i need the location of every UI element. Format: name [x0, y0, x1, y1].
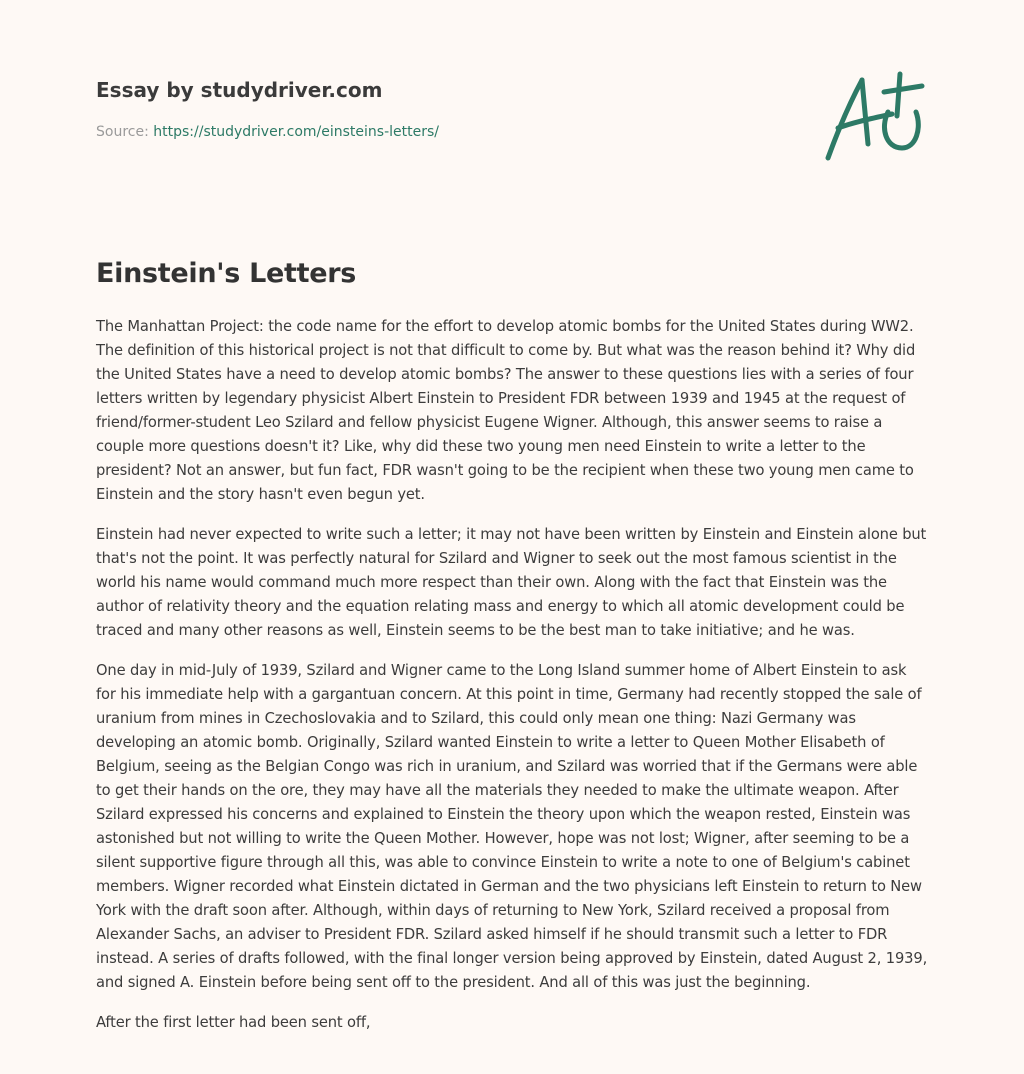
essay-paragraph: One day in mid-July of 1939, Szilard and Wigner came to the Long Island summer home of Albert Einstein to ask for his immediate help with a gargantuan concern. At this point in time, Germany had recently stopped the sale of uranium from mines in Czechoslovakia and to Szilard, this could only mean one thing: Nazi Germany was developing an atomic bomb. Originally, Szilard wanted Einstein to write a letter to Queen Mother Elisabeth of Belgium, seeing as the Belgian Congo was rich in uranium, and Szilard was worried that if the Germans were able to get their hands on the ore, they may have all the materials they needed to make the ultimate weapon. After Szilard expressed his concerns and explained to Einstein the theory upon which the weapon rested, Einstein was astonished but not willing to write the Queen Mother. However, hope was not lost; Wigner, after seeming to be a silent supportive figure through all this, was able to convince Einstein to write a note to one of Belgium's cabinet members. Wigner recorded what Einstein dictated in German and the two physicians left Einstein to return to New York with the draft soon after. Although, within days of returning to New York, Szilard received a proposal from Alexander Sachs, an adviser to President FDR. Szilard asked himself if he should transmit such a letter to FDR instead. A series of drafts followed, with the final longer version being approved by Einstein, dated August 2, 1939, and signed A. Einstein before being sent off to the president. And all of this was just the beginning. — [96, 662, 928, 991]
essay-paragraph: Einstein had never expected to write such a letter; it may not have been written by Einstein and Einstein alone but that's not the point. It was perfectly natural for Szilard and Wigner to seek out the most famous scientist in the world his name would command much more respect than their own. Along with the fact that Einstein was the author of relativity theory and the equation relating mass and energy to which all atomic development could be traced and many other reasons as well, Einstein seems to be the best man to take initiative; and he was. — [96, 526, 927, 639]
essay-paragraph: After the first letter had been sent off, — [96, 1014, 371, 1031]
a-plus-grade-icon — [818, 66, 930, 166]
source-link[interactable]: https://studydriver.com/einsteins-letters/ — [153, 124, 439, 140]
a-plus-logo-graphic — [818, 66, 930, 166]
essay-paragraph: The Manhattan Project: the code name for the effort to develop atomic bombs for the United States during WW2. The definition of this historical project is not that difficult to come by. But what was the reason behind it? Why did the United States have a need to develop atomic bombs? The answer to these questions lies with a series of four letters written by legendary physicist Albert Einstein to President FDR between 1939 and 1945 at the request of friend/former-student Leo Szilard and fellow physicist Eugene Wigner. Although, this answer seems to raise a couple more questions doesn't it? Like, why did these two young men need Einstein to write a letter to the president? Not an answer, but fun fact, FDR wasn't going to be the recipient when these two young men came to Einstein and the story hasn't even begun yet. — [96, 318, 916, 503]
essay-header — [96, 76, 796, 142]
essay-title: Einstein's Letters — [96, 258, 357, 289]
essay-body — [96, 315, 928, 1051]
source-line — [96, 122, 796, 142]
essay-attribution: Essay by studydriver.com — [96, 78, 383, 102]
source-label: Source: — [96, 124, 149, 140]
